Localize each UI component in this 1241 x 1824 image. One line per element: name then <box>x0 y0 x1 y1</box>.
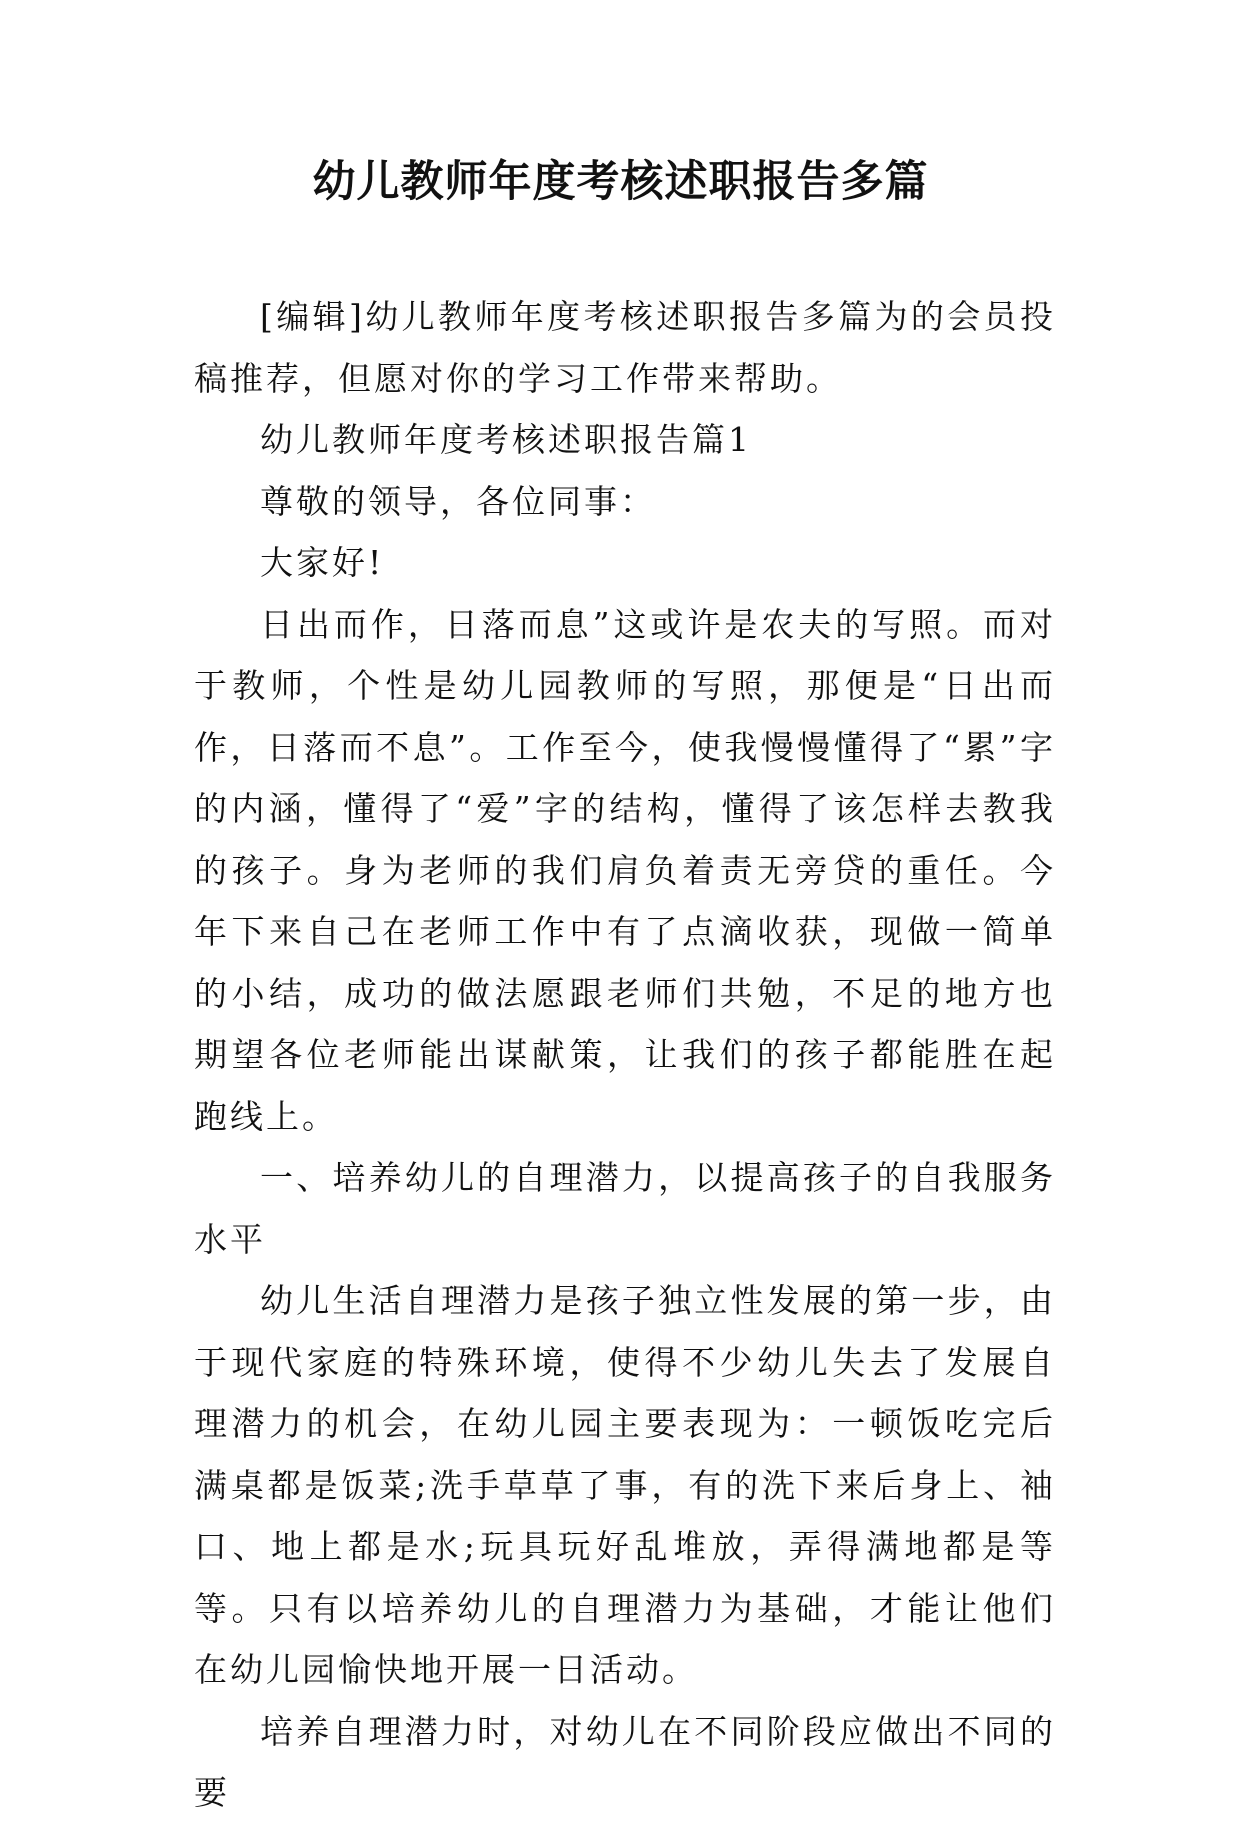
section-heading: 幼儿教师年度考核述职报告篇1 <box>260 420 752 459</box>
intro-paragraph: [编辑]幼儿教师年度考核述职报告多篇为的会员投稿推荐，但愿对你的学习工作带来帮助。 <box>194 297 1056 398</box>
body-paragraph: 培养自理潜力时，对幼儿在不同阶段应做出不同的要 <box>194 1711 1056 1812</box>
document-body <box>194 286 1056 1824</box>
body-paragraph: 幼儿生活自理潜力是孩子独立性发展的第一步，由于现代家庭的特殊环境，使得不少幼儿失去了发展自理潜力的机会，在幼儿园主要表现为：一顿饭吃完后满桌都是饭菜;洗手草草了事，有的洗下来后身上、袖口、地上都是水;玩具玩好乱堆放，弄得满地都是等等。只有以培养幼儿的自理潜力为基础，才能让他们在幼儿园愉快地开展一日活动。 <box>194 1281 1056 1689</box>
subsection-heading: 一、培养幼儿的自理潜力，以提高孩子的自我服务水平 <box>194 1158 1056 1259</box>
body-paragraph: 日出而作，日落而息”这或许是农夫的写照。而对于教师，个性是幼儿园教师的写照，那便是“日出而作，日落而不息”。工作至今，使我慢慢懂得了“累”字的内涵，懂得了“爱”字的结构，懂得了该怎样去教我的孩子。身为老师的我们肩负着责无旁贷的重任。今年下来自己在老师工作中有了点滴收获，现做一简单的小结，成功的做法愿跟老师们共勉，不足的地方也期望各位老师能出谋献策，让我们的孩子都能胜在起跑线上。 <box>194 604 1056 1136</box>
salutation: 尊敬的领导，各位同事： <box>260 481 656 521</box>
greeting: 大家好! <box>260 543 385 582</box>
document-title: 幼儿教师年度考核述职报告多篇 <box>312 157 929 207</box>
